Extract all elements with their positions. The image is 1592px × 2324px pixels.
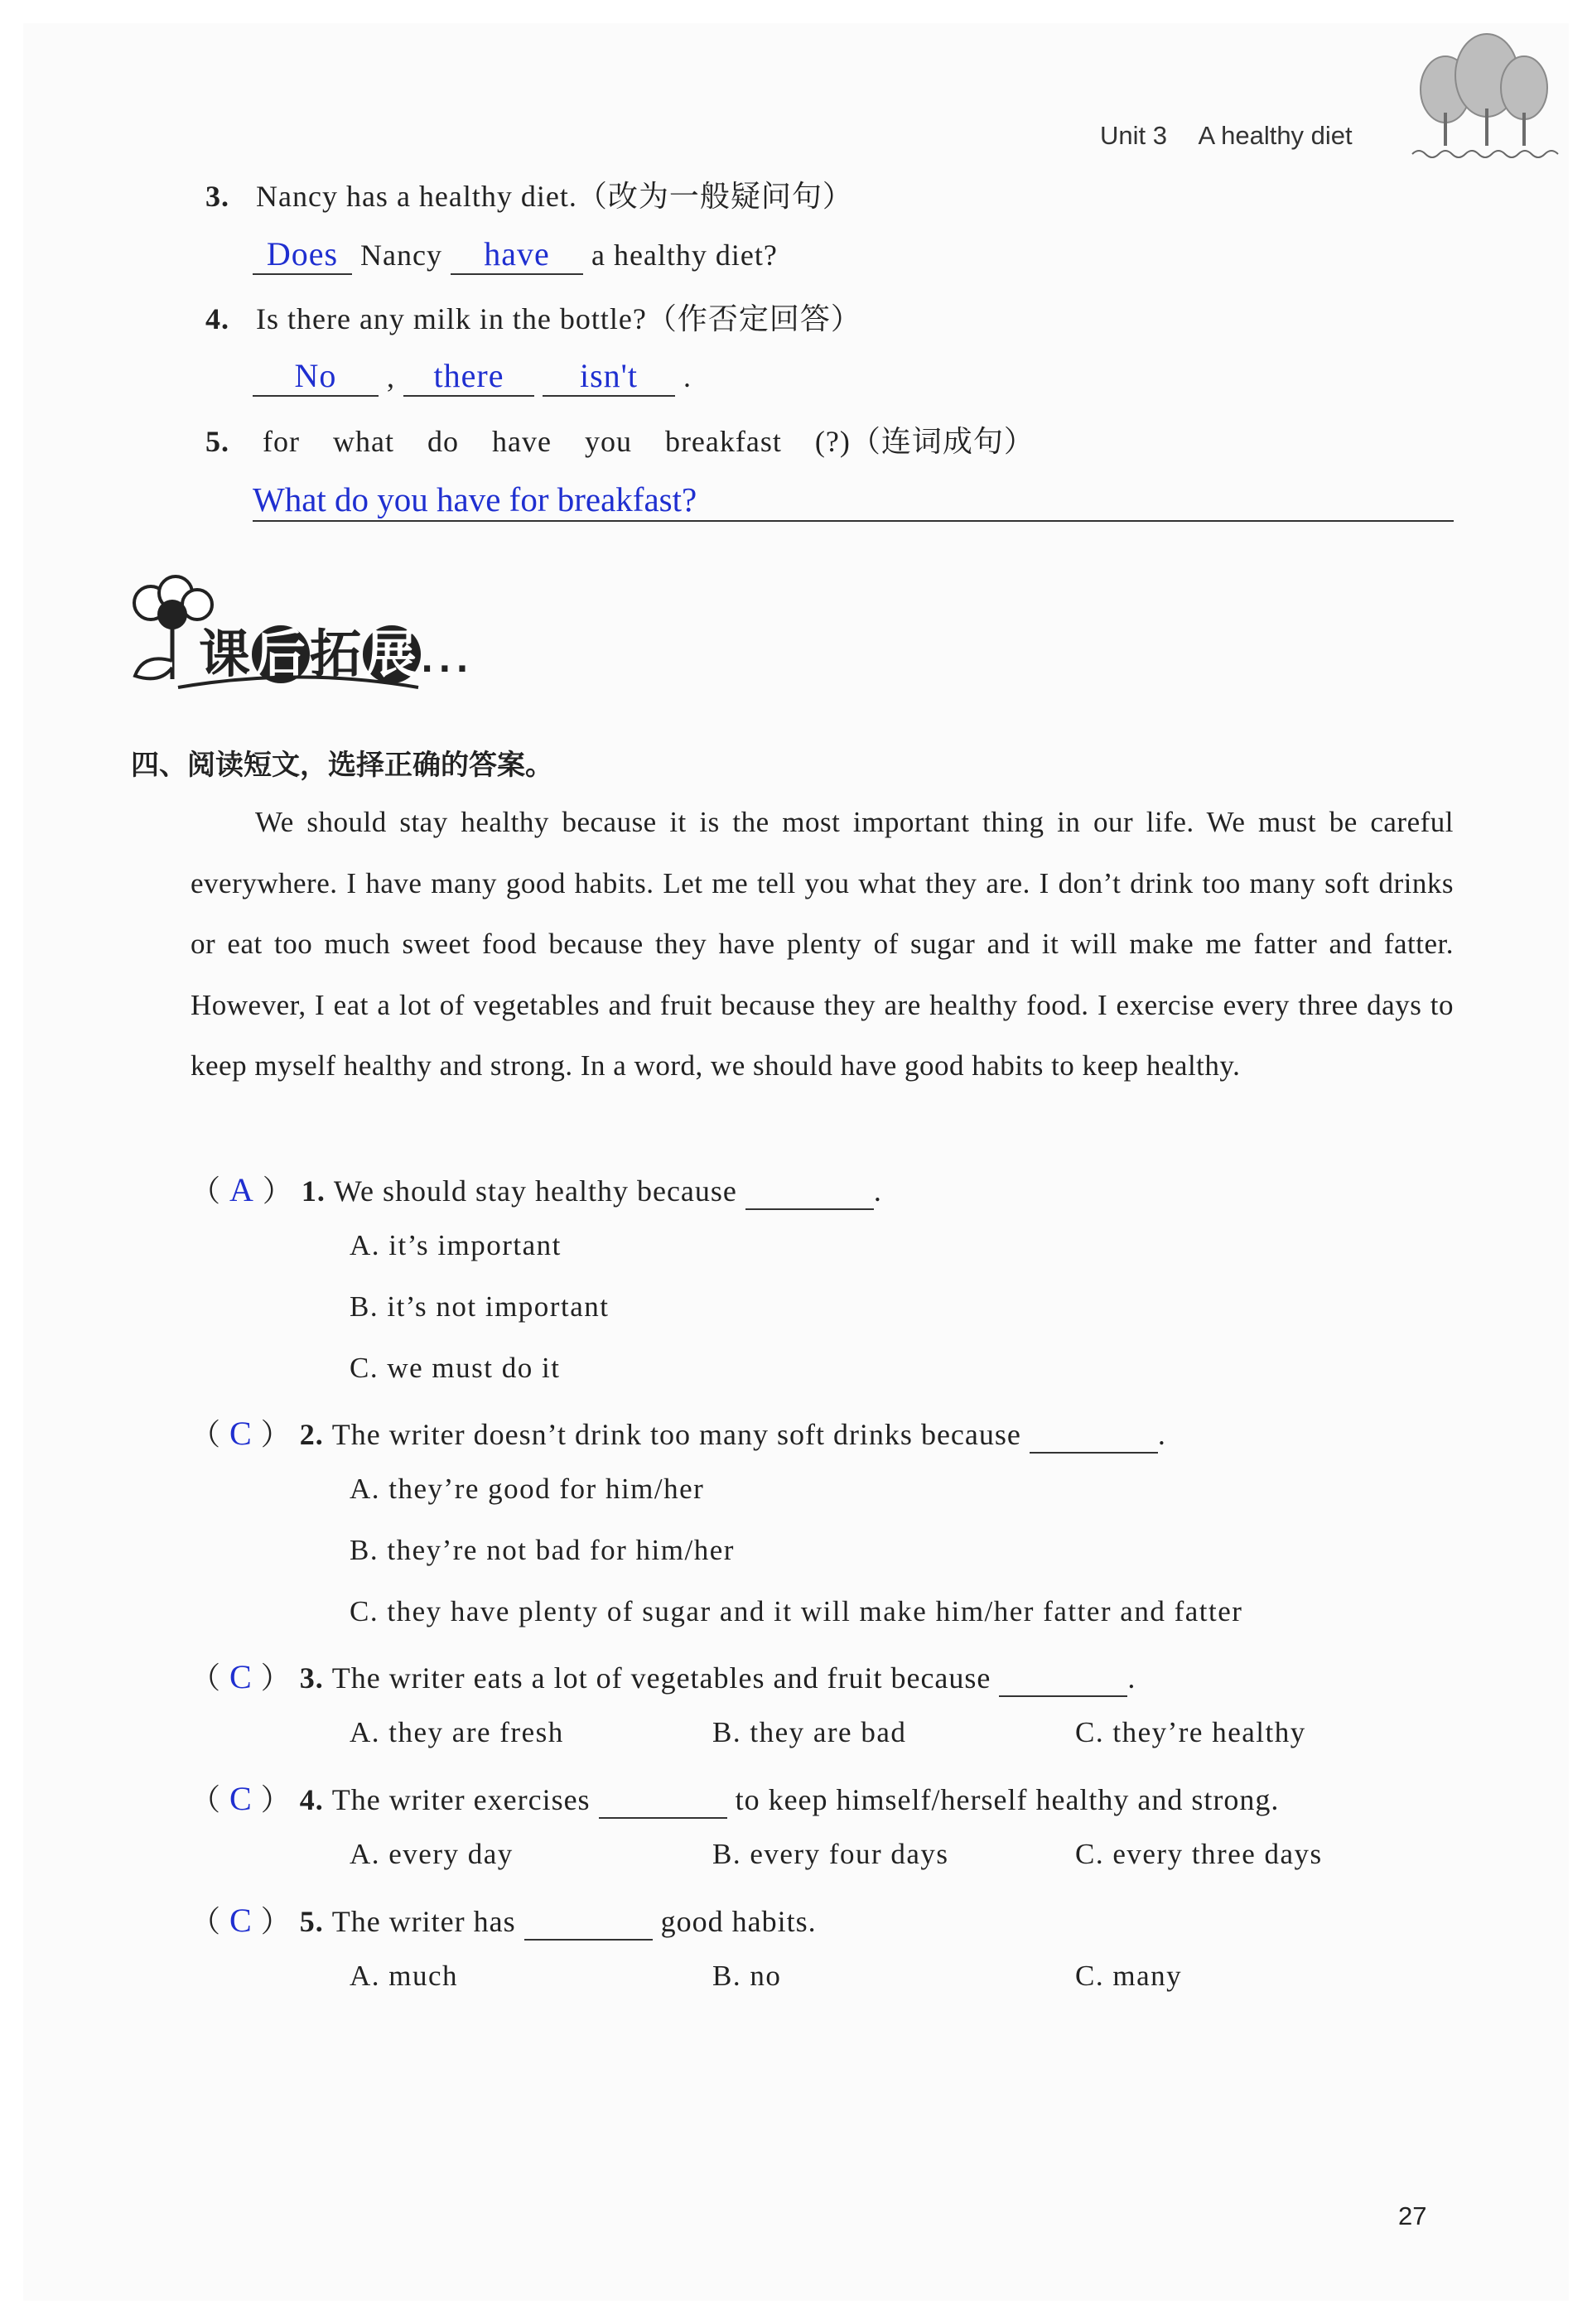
mcq-4-option-b: B. every four days xyxy=(712,1838,949,1870)
q4-period: . xyxy=(683,360,692,393)
mcq-2-option-c: C. they have plenty of sugar and it will make him/her fatter and fatter xyxy=(350,1595,1243,1627)
q4-answer-line xyxy=(253,356,692,397)
q3-prompt xyxy=(205,173,853,215)
mcq-1-number: 1. xyxy=(301,1174,326,1208)
mcq-5-stem: The writer has xyxy=(331,1905,516,1938)
q4-blank-isnt: isn't xyxy=(543,356,675,397)
q5-answer-text: What do you have for breakfast? xyxy=(253,480,697,518)
mcq-4-blank xyxy=(599,1782,727,1819)
q5-number: 5. xyxy=(205,425,229,458)
unit-title: A healthy diet xyxy=(1198,121,1353,150)
q5-word: have xyxy=(491,425,552,458)
q4-blank-there: there xyxy=(403,356,534,397)
mcq-3 xyxy=(191,1655,1136,1697)
mcq-3-stem: The writer eats a lot of vegetables and fruit because xyxy=(331,1661,991,1695)
mcq-3-number: 3. xyxy=(299,1661,324,1695)
q3-blank-does: Does xyxy=(253,234,352,275)
mcq-2-stem: The writer doesn’t drink too many soft drinks because xyxy=(331,1418,1021,1451)
mcq-3-bracket: （ C ） xyxy=(191,1658,292,1695)
mcq-2-answer: C xyxy=(229,1415,253,1452)
q3-tail: a healthy diet? xyxy=(591,239,778,272)
mcq-3-answer: C xyxy=(229,1658,253,1695)
q5-answer xyxy=(253,479,1454,522)
mcq-1-blank xyxy=(745,1174,874,1210)
q5-prompt xyxy=(205,418,1035,460)
mcq-5-answer: C xyxy=(229,1902,253,1939)
q5-word: breakfast xyxy=(664,425,782,458)
mcq-2-option-b: B. they’re not bad for him/her xyxy=(350,1534,735,1566)
mcq-5-option-b: B. no xyxy=(712,1960,782,1992)
mcq-3-option-b: B. they are bad xyxy=(712,1716,907,1748)
q3-mid-word: Nancy xyxy=(360,239,442,272)
mcq-5-bracket: （ C ） xyxy=(191,1902,292,1939)
banner-title: 课后拓展... xyxy=(199,624,474,684)
section-banner xyxy=(124,571,514,696)
mcq-1-end: . xyxy=(873,1174,882,1208)
page-number: 27 xyxy=(1398,2201,1427,2230)
q5-word: what xyxy=(332,425,394,458)
mcq-2-blank xyxy=(1030,1417,1158,1454)
mcq-4 xyxy=(191,1777,1279,1819)
mcq-3-option-c: C. they’re healthy xyxy=(1075,1716,1306,1748)
trees-icon xyxy=(1408,30,1565,162)
mcq-2-bracket: （ C ） xyxy=(191,1415,292,1452)
q3-blank-have: have xyxy=(451,234,583,275)
mcq-1-stem: We should stay healthy because xyxy=(333,1174,737,1208)
banner-char-1: 课 xyxy=(199,624,253,684)
q5-word: you xyxy=(584,425,632,458)
mcq-2-option-a: A. they’re good for him/her xyxy=(350,1473,705,1505)
mcq-4-answer: C xyxy=(229,1780,253,1817)
mcq-3-option-a: A. they are fresh xyxy=(350,1716,564,1748)
mcq-3-blank xyxy=(999,1661,1127,1697)
wave-divider xyxy=(1412,151,1558,157)
mcq-4-bracket: （ C ） xyxy=(191,1780,292,1817)
mcq-5-option-a: A. much xyxy=(350,1960,459,1992)
mcq-1-answer: A xyxy=(229,1171,254,1208)
q4-text: Is there any milk in the bottle?（作否定回答） xyxy=(256,302,861,335)
banner-char-3: 拓 xyxy=(310,624,364,684)
mcq-2-number: 2. xyxy=(299,1418,324,1451)
unit-label: Unit 3 xyxy=(1100,121,1167,150)
reading-passage xyxy=(191,792,1454,1097)
section4-title xyxy=(131,742,553,783)
q4-comma: , xyxy=(387,360,395,393)
mcq-5-end: good habits. xyxy=(660,1905,817,1938)
q3-text: Nancy has a healthy diet.（改为一般疑问句） xyxy=(256,180,853,213)
mcq-1 xyxy=(191,1168,882,1210)
mcq-4-end: to keep himself/herself healthy and strong. xyxy=(735,1783,1280,1816)
banner-swoosh xyxy=(174,671,422,696)
passage-text: We should stay healthy because it is the most important thing in our life. We must be careful everywhere. I have many good habits. Let me tell you what they are. I don’t drink too many soft drinks or eat too much sweet food because they have plenty of sugar and it will make me fatter and fatter. However, I eat a lot of vegetables and fruit because they are healthy food. I exercise every three days to keep myself healthy and strong. In a word, we should have good habits to keep healthy. xyxy=(191,806,1454,1082)
mcq-3-end: . xyxy=(1127,1661,1136,1695)
q4-blank-no: No xyxy=(253,356,379,397)
q4-number: 4. xyxy=(205,302,229,335)
mcq-4-number: 4. xyxy=(299,1783,324,1816)
mcq-5-blank xyxy=(524,1904,653,1941)
section4-title-text: 四、阅读短文，选择正确的答案。 xyxy=(131,749,553,782)
mcq-4-option-c: C. every three days xyxy=(1075,1838,1323,1870)
mcq-5 xyxy=(191,1898,817,1941)
q5-instruction: (?)（连词成句） xyxy=(814,425,1035,458)
banner-char-4: 展 xyxy=(363,625,421,683)
mcq-2 xyxy=(191,1411,1166,1454)
q3-number: 3. xyxy=(205,180,229,213)
mcq-1-option-a: A. it’s important xyxy=(350,1229,562,1261)
mcq-5-option-c: C. many xyxy=(1075,1960,1183,1992)
q5-word: for xyxy=(263,425,300,458)
mcq-4-stem: The writer exercises xyxy=(331,1783,591,1816)
header-unit xyxy=(1100,121,1353,151)
mcq-5-number: 5. xyxy=(299,1905,324,1938)
q4-prompt xyxy=(205,296,861,338)
q3-answer-line xyxy=(253,234,778,275)
mcq-2-end: . xyxy=(1157,1418,1166,1451)
banner-char-2: 后 xyxy=(252,625,310,683)
mcq-4-option-a: A. every day xyxy=(350,1838,514,1870)
mcq-1-bracket: （ A ） xyxy=(191,1171,293,1208)
q5-word: do xyxy=(427,425,459,458)
mcq-1-option-c: C. we must do it xyxy=(350,1352,561,1384)
mcq-1-option-b: B. it’s not important xyxy=(350,1290,610,1323)
